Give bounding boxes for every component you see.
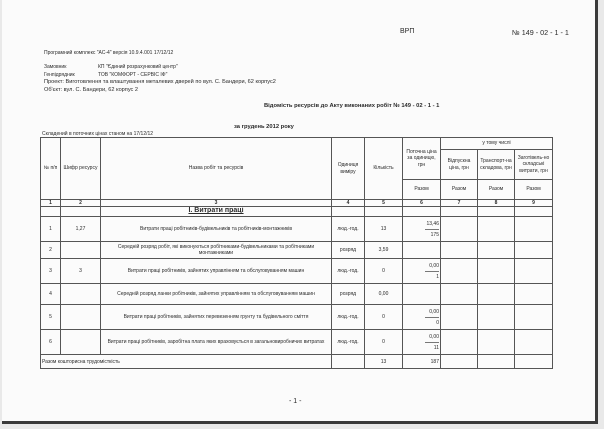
row-unit: розряд xyxy=(332,242,365,259)
column-number: 8 xyxy=(478,200,515,207)
summary-qty: 13 xyxy=(365,355,403,369)
resources-table xyxy=(40,137,553,369)
row-code xyxy=(61,305,101,330)
row-price-cell xyxy=(403,217,441,242)
table-row xyxy=(41,284,553,305)
row-unit: люд.-год. xyxy=(332,305,365,330)
column-number: 4 xyxy=(332,200,365,207)
row-total: 1 xyxy=(436,273,439,280)
row-name: Середній розряд робіт, які виконуються робітниками-будівельниками та робітниками монтажниками xyxy=(101,242,332,259)
header-unit: Одиниця виміру xyxy=(332,138,365,200)
document-page xyxy=(2,0,598,424)
customer-value: КП "Єдиний розрахунковий центр" xyxy=(98,64,178,70)
row-code xyxy=(61,284,101,305)
fraction-divider xyxy=(425,342,439,343)
row-num: 4 xyxy=(41,284,61,305)
header-transport-total: Разом xyxy=(478,180,515,200)
column-number: 6 xyxy=(403,200,441,207)
fraction-divider xyxy=(425,229,439,230)
row-unit: розряд xyxy=(332,284,365,305)
row-qty: 13 xyxy=(365,217,403,242)
row-name: Середній розряд ланки робітників, зайнятих управлінням та обслуговуванням машин xyxy=(101,284,332,305)
fraction-divider xyxy=(425,271,439,272)
header-code: Шифр ресурсу xyxy=(61,138,101,200)
row-unit-price: 13,46 xyxy=(426,220,439,227)
row-qty: 0,00 xyxy=(365,284,403,305)
column-number: 9 xyxy=(515,200,553,207)
contractor-value: ТОВ "КОМФОРТ - СЕРВІС ІФ" xyxy=(98,72,168,78)
row-name: Витрати праці робітників, заробітна плата яких враховується в загальновиробничих витратах xyxy=(101,330,332,355)
document-period: за грудень 2012 року xyxy=(234,124,294,130)
row-num: 1 xyxy=(41,217,61,242)
row-qty: 3,59 xyxy=(365,242,403,259)
row-num: 6 xyxy=(41,330,61,355)
customer-label: Замовник xyxy=(44,64,67,70)
column-number: 5 xyxy=(365,200,403,207)
header-num: № п/п xyxy=(41,138,61,200)
header-release: Відпускна ціна, грн xyxy=(441,150,478,180)
column-number: 7 xyxy=(441,200,478,207)
row-unit-price: 0,00 xyxy=(429,333,439,340)
fraction-divider xyxy=(425,317,439,318)
row-name: Витрати праці робітників, зайнятих перевезенням грунту та будівельного сміття xyxy=(101,305,332,330)
row-name: Витрати праці робітників-будівельників та робітників-монтажників xyxy=(101,217,332,242)
row-unit-price: 0,00 xyxy=(429,262,439,269)
contractor-label: Генпідрядник xyxy=(44,72,75,78)
project-line: Проект: Виготовлення та влаштування металевих дверей по вул. С. Бандери, 62 корпус2 xyxy=(44,79,276,85)
column-number: 2 xyxy=(61,200,101,207)
page-number: - 1 - xyxy=(289,398,302,405)
program-info: Програмний комплекс "АС-4" версія 10.9.4.001 17/12/12 xyxy=(44,50,174,56)
compiled-note: Складений в поточних цінах станом на 17/12/12 xyxy=(42,131,154,137)
document-title: Відомість ресурсів до Акту виконаних робіт № 149 - 02 - 1 - 1 xyxy=(264,103,440,109)
header-name: Назва робіт та ресурсів xyxy=(101,138,332,200)
row-price-cell xyxy=(403,259,441,284)
header-storage-total: Разом xyxy=(515,180,553,200)
form-code: ВРП xyxy=(400,28,415,35)
row-unit: люд.-год. xyxy=(332,259,365,284)
row-qty: 0 xyxy=(365,259,403,284)
table-row xyxy=(41,259,553,284)
summary-total: 187 xyxy=(403,355,441,369)
header-transport: Транспорт-на складова, грн xyxy=(478,150,515,180)
row-qty: 0 xyxy=(365,330,403,355)
header-including: у тому числі xyxy=(441,138,553,150)
row-total: 0 xyxy=(436,319,439,326)
header-release-total: Разом xyxy=(441,180,478,200)
section-title: І. Витрати праці xyxy=(101,207,332,217)
summary-row xyxy=(41,355,553,369)
row-total: 175 xyxy=(430,231,439,238)
row-code: 1,27 xyxy=(61,217,101,242)
row-num: 2 xyxy=(41,242,61,259)
row-unit: люд.-год. xyxy=(332,217,365,242)
row-qty: 0 xyxy=(365,305,403,330)
row-code: 3 xyxy=(61,259,101,284)
column-number: 3 xyxy=(101,200,332,207)
header-storage: Заготівель-но складські витрати, грн xyxy=(515,150,553,180)
row-unit-price: 0,00 xyxy=(429,308,439,315)
table-row xyxy=(41,330,553,355)
row-num: 5 xyxy=(41,305,61,330)
row-price-cell xyxy=(403,330,441,355)
row-code xyxy=(61,330,101,355)
header-price: Поточна ціна за одиницю, грн xyxy=(403,138,441,180)
header-price-total: Разом xyxy=(403,180,441,200)
row-price-cell xyxy=(403,305,441,330)
header-qty: Кількість xyxy=(365,138,403,200)
column-number: 1 xyxy=(41,200,61,207)
table-row xyxy=(41,242,553,259)
row-total: 11 xyxy=(433,344,439,351)
summary-label: Разом кошторисна трудомісткість xyxy=(41,355,332,369)
document-number: № 149 - 02 - 1 - 1 xyxy=(512,28,569,37)
row-name: Витрати праці робітників, зайнятих управлінням та обслуговуванням машин xyxy=(101,259,332,284)
object-line: Об'єкт: вул. С. Бандери, 62 корпус 2 xyxy=(44,87,139,93)
table-row xyxy=(41,305,553,330)
table-row xyxy=(41,217,553,242)
row-code xyxy=(61,242,101,259)
row-unit: люд.-год. xyxy=(332,330,365,355)
row-num: 3 xyxy=(41,259,61,284)
